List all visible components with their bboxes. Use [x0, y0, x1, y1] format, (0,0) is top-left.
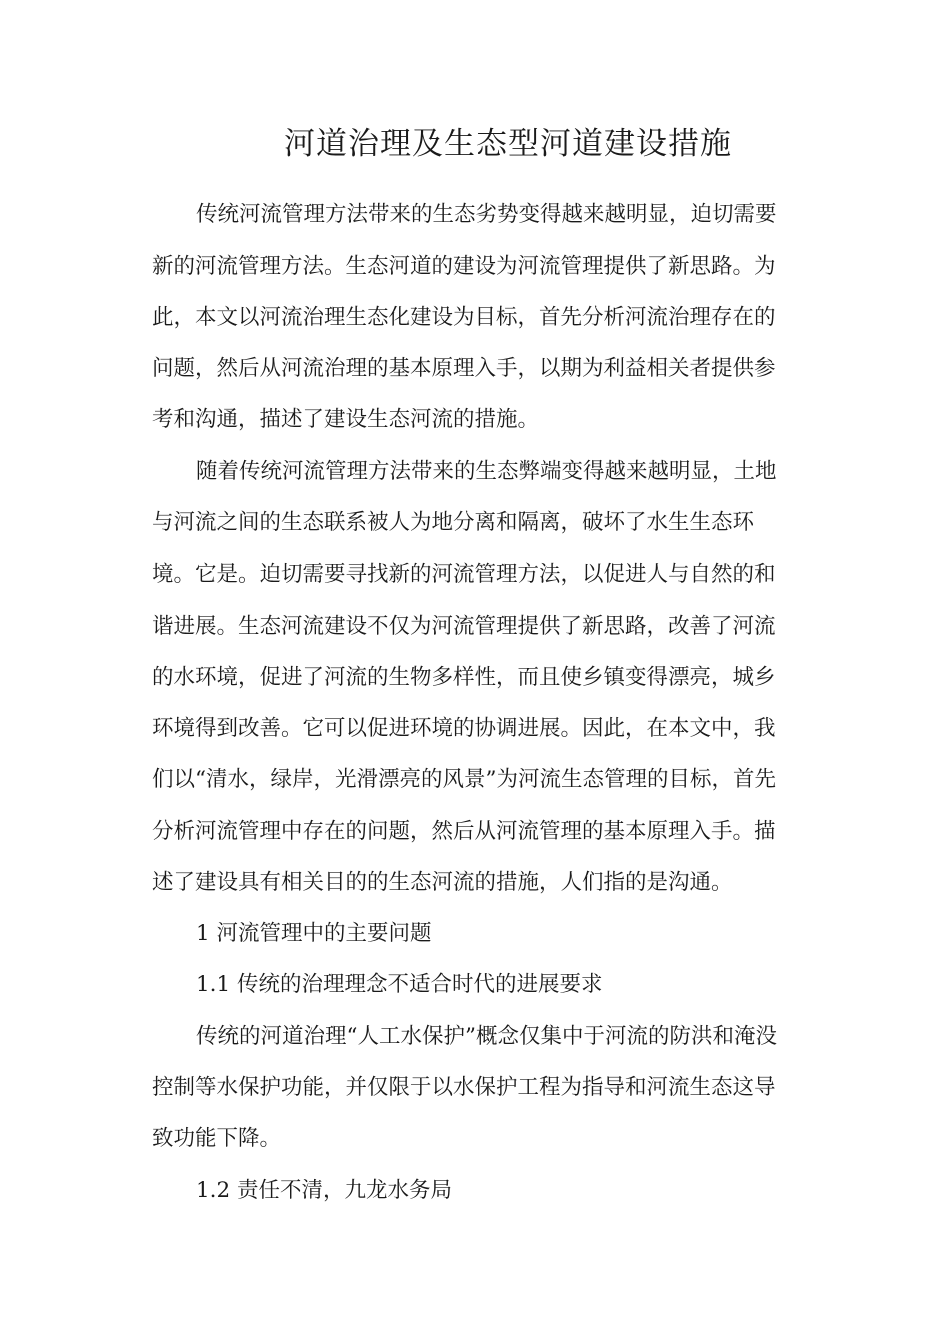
paragraph-line: 传统河流管理方法带来的生态劣势变得越来越明显，迫切需要: [196, 202, 777, 227]
paragraph-line: 谐进展。生态河流建设不仅为河流管理提供了新思路，改善了河流: [152, 614, 776, 639]
paragraph-line: 述了建设具有相关目的的生态河流的措施，人们指的是沟通。: [152, 870, 733, 895]
paragraph-line: 分析河流管理中存在的问题，然后从河流管理的基本原理入手。描: [152, 819, 776, 844]
subsection-heading: 1.1 传统的治理理念不适合时代的进展要求: [196, 972, 603, 997]
section-heading: 1 河流管理中的主要问题: [196, 921, 432, 946]
paragraph-line: 新的河流管理方法。生态河道的建设为河流管理提供了新思路。为: [152, 254, 776, 279]
paragraph-line: 此，本文以河流治理生态化建设为目标，首先分析河流治理存在的: [152, 305, 776, 330]
paragraph-line: 境。它是。迫切需要寻找新的河流管理方法，以促进人与自然的和: [152, 562, 776, 587]
subsection-heading: 1.2 责任不清，九龙水务局: [196, 1178, 453, 1203]
paragraph-line: 与河流之间的生态联系被人为地分离和隔离，破坏了水生生态环: [152, 510, 755, 535]
paragraph-line: 传统的河道治理“人工水保护”概念仅集中于河流的防洪和淹没: [196, 1024, 777, 1049]
paragraph-line: 考和沟通，描述了建设生态河流的措施。: [152, 407, 540, 432]
paragraph-line: 致功能下降。: [152, 1126, 282, 1151]
paragraph-line: 控制等水保护功能，并仅限于以水保护工程为指导和河流生态这导: [152, 1075, 776, 1100]
paragraph-line: 的水环境，促进了河流的生物多样性，而且使乡镇变得漂亮，城乡: [152, 665, 776, 690]
paragraph-line: 环境得到改善。它可以促进环境的协调进展。因此，在本文中，我: [152, 716, 776, 741]
paragraph-line: 随着传统河流管理方法带来的生态弊端变得越来越明显，土地: [196, 459, 777, 484]
paragraph-line: 们以“清水，绿岸，光滑漂亮的风景”为河流生态管理的目标，首先: [152, 767, 776, 792]
document-title: 河道治理及生态型河道建设措施: [284, 126, 732, 162]
paragraph-line: 问题，然后从河流治理的基本原理入手，以期为利益相关者提供参: [152, 356, 776, 381]
